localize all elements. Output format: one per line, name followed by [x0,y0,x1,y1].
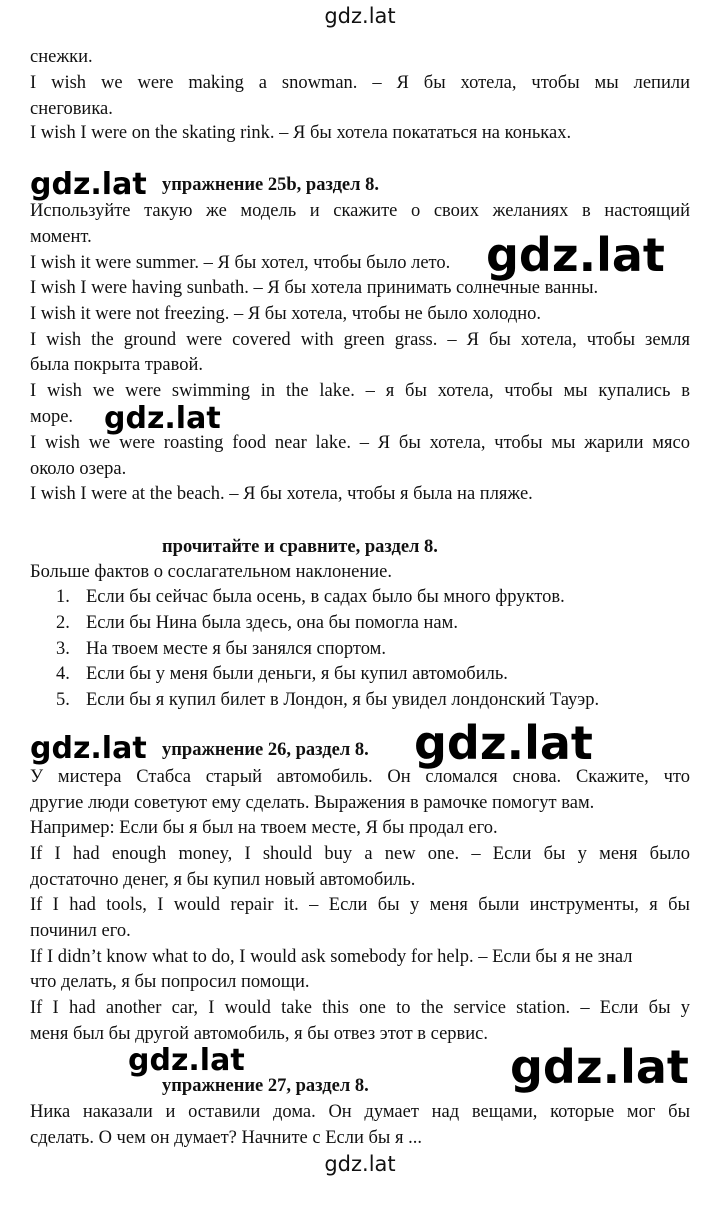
list-item: На твоем месте я бы занялся спортом. [86,639,386,659]
text-line: Используйте такую же модель и скажите о своих желаниях в настоящий [30,201,690,221]
watermark-logo: gdz.lat [414,716,593,770]
text-line: море. [30,407,74,427]
watermark-logo: gdz.lat [486,228,665,282]
text-line: I wish the ground were covered with green grass. – Я бы хотела, чтобы земля [30,330,690,350]
text-line: I wish it were not freezing. – Я бы хотела, чтобы не было холодно. [30,304,542,324]
text-line: I wish we were swimming in the lake. – я бы хотела, чтобы мы купались в [30,381,690,401]
text-line: другие люди советуют ему сделать. Выражения в рамочке помогут вам. [30,793,595,813]
text-line: I wish I were on the skating rink. – Я бы хотела покататься на коньках. [30,123,572,143]
text-line: около озера. [30,459,127,479]
text-line: Например: Если бы я был на твоем месте, Я бы продал его. [30,818,498,838]
text-line: У мистера Стабса старый автомобиль. Он сломался снова. Скажите, что [30,767,690,787]
list-item: Если бы сейчас была осень, в садах было бы много фруктов. [86,587,565,607]
text-line: I wish I were at the beach. – Я бы хотела, чтобы я была на пляже. [30,484,533,504]
text-line: If I had another car, I would take this one to the service station. – Если бы у [30,998,690,1018]
watermark-logo: gdz.lat [104,401,221,436]
list-item: Если бы Нина была здесь, она бы помогла нам. [86,613,458,633]
section-heading: прочитайте и сравните, раздел 8. [162,537,438,557]
text-line: сделать. О чем он думает? Начните с Если бы я ... [30,1128,422,1148]
text-line: Больше фактов о сослагательном наклонение. [30,562,392,582]
text-line: момент. [30,227,92,247]
section-heading: упражнение 25b, раздел 8. [162,175,380,195]
watermark-logo: gdz.lat [128,1046,249,1076]
section-heading: упражнение 26, раздел 8. [162,740,369,760]
text-line: I wish we were making a snowman. – Я бы хотела, чтобы мы лепили [30,73,690,93]
text-line: починил его. [30,921,131,941]
watermark-logo: gdz.lat [30,170,151,200]
text-line: снежки. [30,47,93,67]
watermark-logo: gdz.lat [510,1040,689,1094]
text-line: If I had tools, I would repair it. – Если бы у меня были инструменты, я бы [30,895,690,915]
text-line: I wish we were roasting food near lake. – Я бы хотела, чтобы мы жарили мясо [30,433,690,453]
watermark-bottom: gdz.lat [324,1152,396,1176]
text-line: I wish I were having sunbath. – Я бы хотела принимать солнечные ванны. [30,278,599,298]
text-line: If I had enough money, I should buy a new one. – Если бы у меня было [30,844,690,864]
text-line: была покрыта травой. [30,355,204,375]
list-number: 2. [56,613,70,633]
list-item: Если бы у меня были деньги, я бы купил автомобиль. [86,664,508,684]
section-heading: упражнение 27, раздел 8. [162,1076,369,1096]
list-number: 4. [56,664,70,684]
text-line: I wish it were summer. – Я бы хотел, чтобы было лето. [30,253,451,273]
text-line: меня был бы другой автомобиль, я бы отвез этот в сервис. [30,1024,489,1044]
watermark-top: gdz.lat [324,4,396,28]
text-line: достаточно денег, я бы купил новый автомобиль. [30,870,416,890]
text-line: Ника наказали и оставили дома. Он думает над вещами, которые мог бы [30,1102,690,1122]
list-number: 5. [56,690,70,710]
list-item: Если бы я купил билет в Лондон, я бы увидел лондонский Тауэр. [86,690,600,710]
text-line: что делать, я бы попросил помощи. [30,972,310,992]
text-line: If I didn’t know what to do, I would ask somebody for help. – Если бы я не знал [30,947,633,967]
list-number: 1. [56,587,70,607]
text-line: снеговика. [30,99,113,119]
list-number: 3. [56,639,70,659]
watermark-logo: gdz.lat [30,734,151,764]
